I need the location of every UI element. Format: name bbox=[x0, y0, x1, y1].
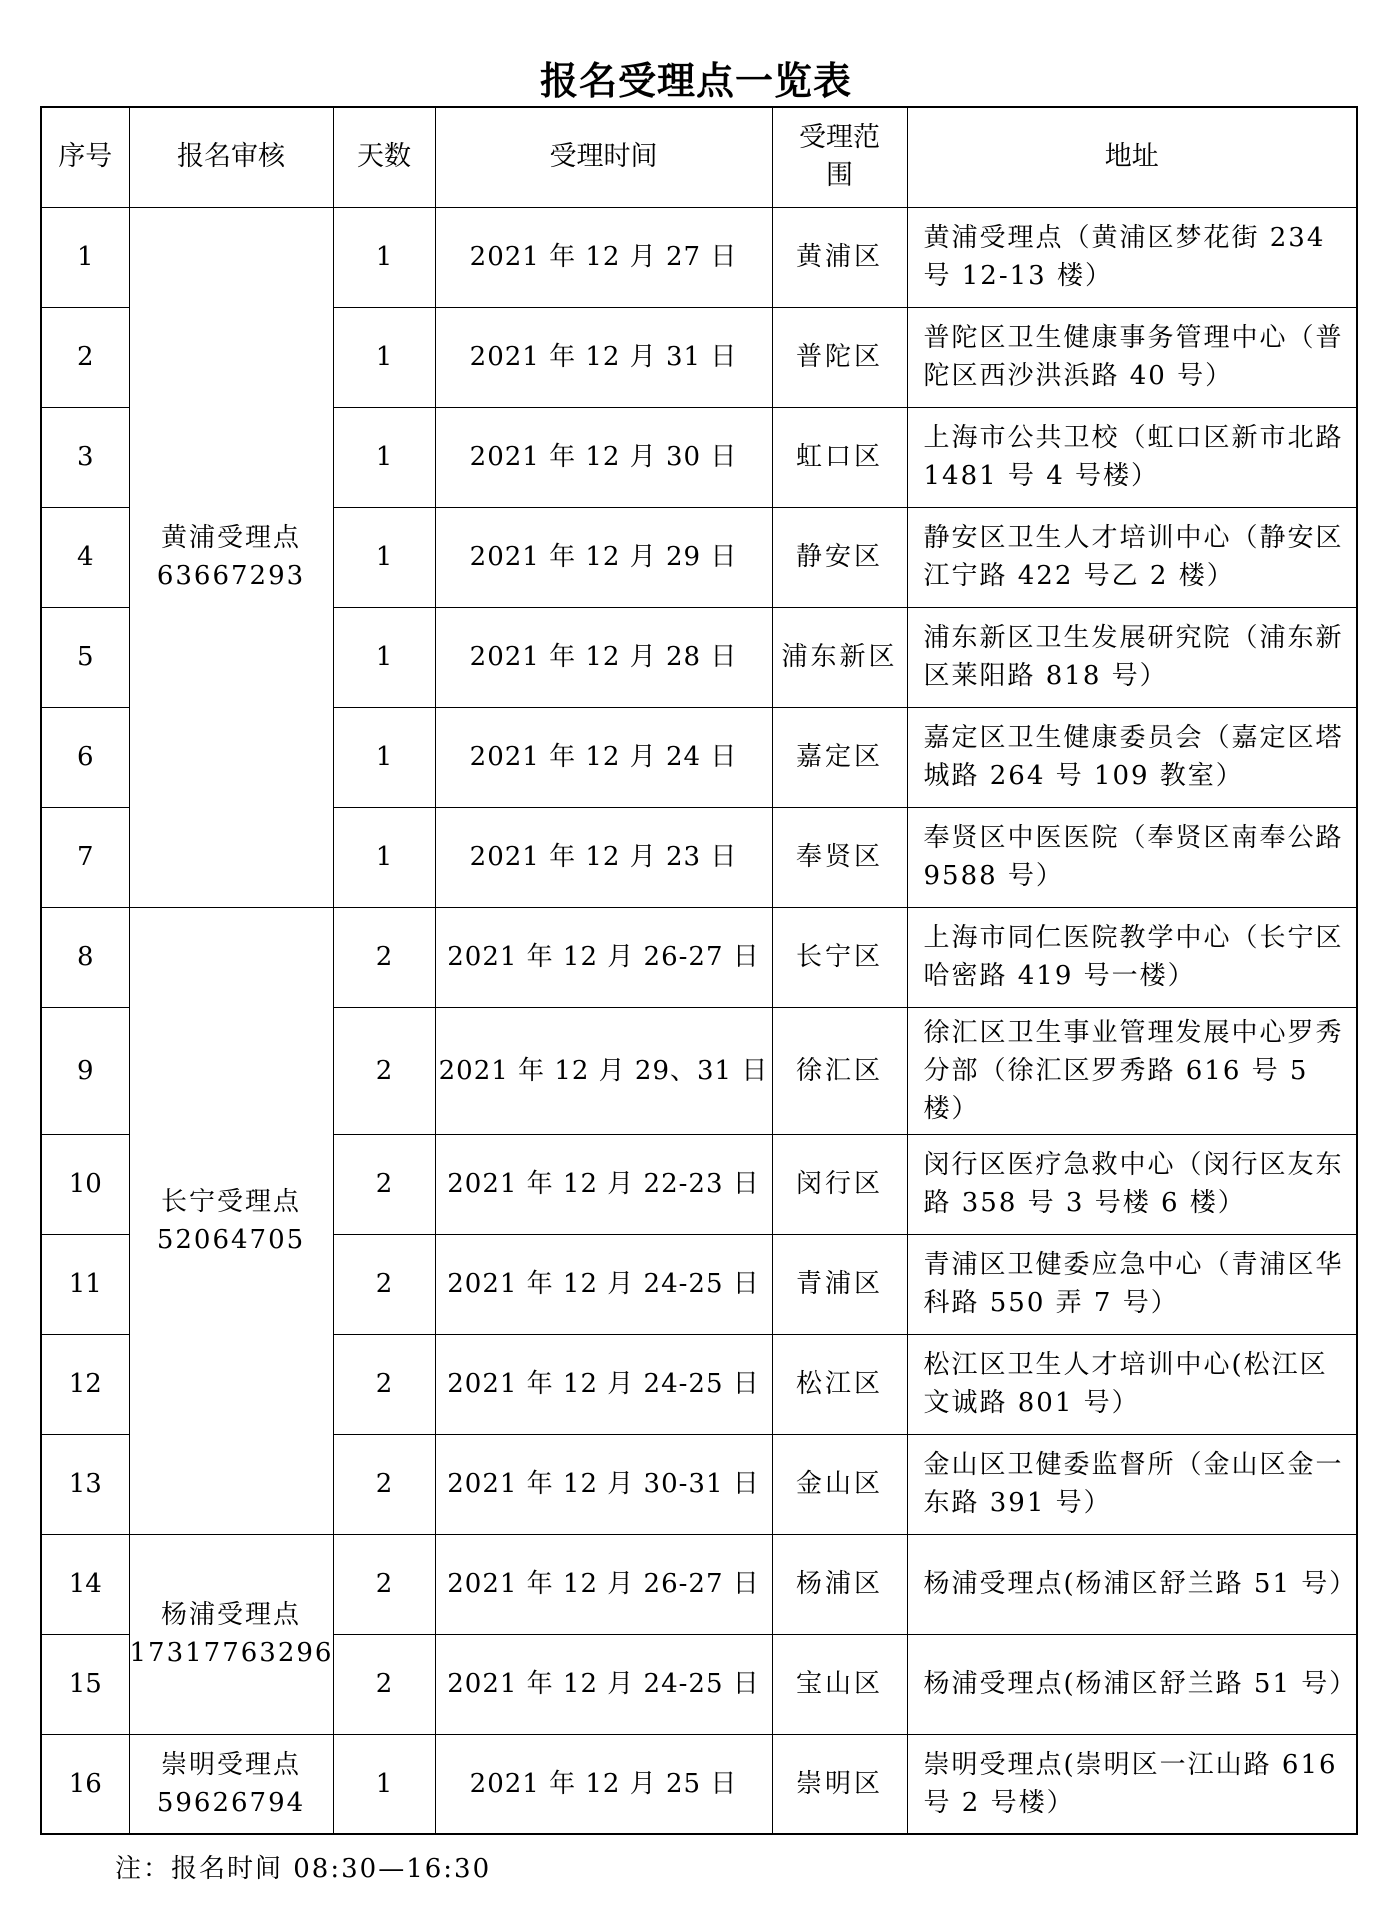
cell-time: 2021 年 12 月 30-31 日 bbox=[435, 1434, 772, 1534]
cell-days: 2 bbox=[333, 1634, 435, 1734]
cell-address: 杨浦受理点(杨浦区舒兰路 51 号） bbox=[907, 1534, 1357, 1634]
cell-seq: 4 bbox=[41, 507, 129, 607]
cell-seq: 11 bbox=[41, 1234, 129, 1334]
cell-days: 1 bbox=[333, 507, 435, 607]
cell-address: 奉贤区中医医院（奉贤区南奉公路 9588 号） bbox=[907, 807, 1357, 907]
cell-days: 1 bbox=[333, 207, 435, 307]
cell-seq: 2 bbox=[41, 307, 129, 407]
cell-time: 2021 年 12 月 31 日 bbox=[435, 307, 772, 407]
cell-days: 2 bbox=[333, 1007, 435, 1134]
cell-seq: 6 bbox=[41, 707, 129, 807]
header-seq: 序号 bbox=[41, 107, 129, 207]
table-row bbox=[41, 207, 1357, 307]
cell-address: 普陀区卫生健康事务管理中心（普陀区西沙洪浜路 40 号） bbox=[907, 307, 1357, 407]
office-phone: 63667293 bbox=[156, 561, 306, 591]
cell-address: 上海市同仁医院教学中心（长宁区哈密路 419 号一楼） bbox=[907, 907, 1357, 1007]
cell-scope: 奉贤区 bbox=[772, 807, 907, 907]
cell-scope: 青浦区 bbox=[772, 1234, 907, 1334]
cell-time: 2021 年 12 月 24-25 日 bbox=[435, 1634, 772, 1734]
cell-scope: 长宁区 bbox=[772, 907, 907, 1007]
cell-days: 1 bbox=[333, 807, 435, 907]
cell-scope: 松江区 bbox=[772, 1334, 907, 1434]
cell-days: 1 bbox=[333, 307, 435, 407]
table-row bbox=[41, 907, 1357, 1007]
office-phone: 59626794 bbox=[156, 1787, 306, 1818]
cell-seq: 16 bbox=[41, 1734, 129, 1834]
cell-days: 2 bbox=[333, 1434, 435, 1534]
cell-time: 2021 年 12 月 23 日 bbox=[435, 807, 772, 907]
header-scope: 受理范围 bbox=[772, 107, 907, 207]
cell-time: 2021 年 12 月 26-27 日 bbox=[435, 907, 772, 1007]
header-address: 地址 bbox=[907, 107, 1357, 207]
cell-time: 2021 年 12 月 24-25 日 bbox=[435, 1334, 772, 1434]
cell-address: 青浦区卫健委应急中心（青浦区华科路 550 弄 7 号） bbox=[907, 1234, 1357, 1334]
cell-seq: 15 bbox=[41, 1634, 129, 1734]
cell-address: 黄浦受理点（黄浦区梦花街 234 号 12-13 楼） bbox=[907, 207, 1357, 307]
cell-seq: 5 bbox=[41, 607, 129, 707]
cell-days: 2 bbox=[333, 1334, 435, 1434]
cell-scope: 普陀区 bbox=[772, 307, 907, 407]
cell-days: 2 bbox=[333, 1234, 435, 1334]
cell-seq: 13 bbox=[41, 1434, 129, 1534]
page-title: 报名受理点一览表 bbox=[539, 59, 852, 103]
cell-address: 金山区卫健委监督所（金山区金一东路 391 号） bbox=[907, 1434, 1357, 1534]
cell-scope: 静安区 bbox=[772, 507, 907, 607]
table-row bbox=[41, 1734, 1357, 1834]
table-header-row bbox=[41, 107, 1357, 207]
cell-seq: 1 bbox=[41, 207, 129, 307]
cell-days: 1 bbox=[333, 607, 435, 707]
office-cell-huangpu bbox=[129, 207, 333, 907]
office-phone: 52064705 bbox=[156, 1224, 306, 1255]
cell-scope: 嘉定区 bbox=[772, 707, 907, 807]
header-days: 天数 bbox=[333, 107, 435, 207]
cell-seq: 12 bbox=[41, 1334, 129, 1434]
cell-time: 2021 年 12 月 28 日 bbox=[435, 607, 772, 707]
office-name: 黄浦受理点 bbox=[160, 523, 301, 553]
cell-days: 2 bbox=[333, 1134, 435, 1234]
cell-seq: 7 bbox=[41, 807, 129, 907]
cell-scope: 杨浦区 bbox=[772, 1534, 907, 1634]
cell-address: 上海市公共卫校（虹口区新市北路 1481 号 4 号楼） bbox=[907, 407, 1357, 507]
cell-scope: 徐汇区 bbox=[772, 1007, 907, 1134]
cell-time: 2021 年 12 月 25 日 bbox=[435, 1734, 772, 1834]
cell-time: 2021 年 12 月 24-25 日 bbox=[435, 1234, 772, 1334]
office-cell-yangpu bbox=[129, 1534, 333, 1734]
cell-days: 1 bbox=[333, 407, 435, 507]
office-phone: 17317763296 bbox=[129, 1638, 334, 1668]
cell-time: 2021 年 12 月 27 日 bbox=[435, 207, 772, 307]
cell-scope: 浦东新区 bbox=[772, 607, 907, 707]
header-time: 受理时间 bbox=[435, 107, 772, 207]
cell-address: 徐汇区卫生事业管理发展中心罗秀分部（徐汇区罗秀路 616 号 5 楼） bbox=[907, 1007, 1357, 1134]
office-name: 长宁受理点 bbox=[160, 1186, 301, 1217]
cell-scope: 宝山区 bbox=[772, 1634, 907, 1734]
cell-scope: 崇明区 bbox=[772, 1734, 907, 1834]
cell-scope: 虹口区 bbox=[772, 407, 907, 507]
table-row bbox=[41, 1534, 1357, 1634]
cell-address: 嘉定区卫生健康委员会（嘉定区塔城路 264 号 109 教室） bbox=[907, 707, 1357, 807]
office-name: 杨浦受理点 bbox=[160, 1600, 301, 1630]
cell-time: 2021 年 12 月 29、31 日 bbox=[435, 1007, 772, 1134]
cell-seq: 14 bbox=[41, 1534, 129, 1634]
cell-scope: 闵行区 bbox=[772, 1134, 907, 1234]
cell-seq: 8 bbox=[41, 907, 129, 1007]
cell-time: 2021 年 12 月 24 日 bbox=[435, 707, 772, 807]
office-cell-changning bbox=[129, 907, 333, 1534]
office-name: 崇明受理点 bbox=[160, 1749, 301, 1780]
cell-time: 2021 年 12 月 30 日 bbox=[435, 407, 772, 507]
cell-address: 崇明受理点(崇明区一江山路 616 号 2 号楼） bbox=[907, 1734, 1357, 1834]
cell-days: 2 bbox=[333, 907, 435, 1007]
footnote: 注：报名时间 08:30—16:30 bbox=[115, 1854, 492, 1884]
cell-address: 闵行区医疗急救中心（闵行区友东路 358 号 3 号楼 6 楼） bbox=[907, 1134, 1357, 1234]
cell-days: 2 bbox=[333, 1534, 435, 1634]
cell-seq: 9 bbox=[41, 1007, 129, 1134]
cell-scope: 黄浦区 bbox=[772, 207, 907, 307]
cell-address: 杨浦受理点(杨浦区舒兰路 51 号） bbox=[907, 1634, 1357, 1734]
header-review: 报名审核 bbox=[129, 107, 333, 207]
cell-address: 松江区卫生人才培训中心(松江区文诚路 801 号） bbox=[907, 1334, 1357, 1434]
office-cell-chongming bbox=[129, 1734, 333, 1834]
cell-address: 静安区卫生人才培训中心（静安区江宁路 422 号乙 2 楼） bbox=[907, 507, 1357, 607]
cell-scope: 金山区 bbox=[772, 1434, 907, 1534]
cell-address: 浦东新区卫生发展研究院（浦东新区莱阳路 818 号） bbox=[907, 607, 1357, 707]
cell-seq: 10 bbox=[41, 1134, 129, 1234]
cell-days: 1 bbox=[333, 1734, 435, 1834]
cell-seq: 3 bbox=[41, 407, 129, 507]
cell-time: 2021 年 12 月 22-23 日 bbox=[435, 1134, 772, 1234]
registration-table bbox=[40, 106, 1358, 1835]
cell-days: 1 bbox=[333, 707, 435, 807]
cell-time: 2021 年 12 月 26-27 日 bbox=[435, 1534, 772, 1634]
cell-time: 2021 年 12 月 29 日 bbox=[435, 507, 772, 607]
